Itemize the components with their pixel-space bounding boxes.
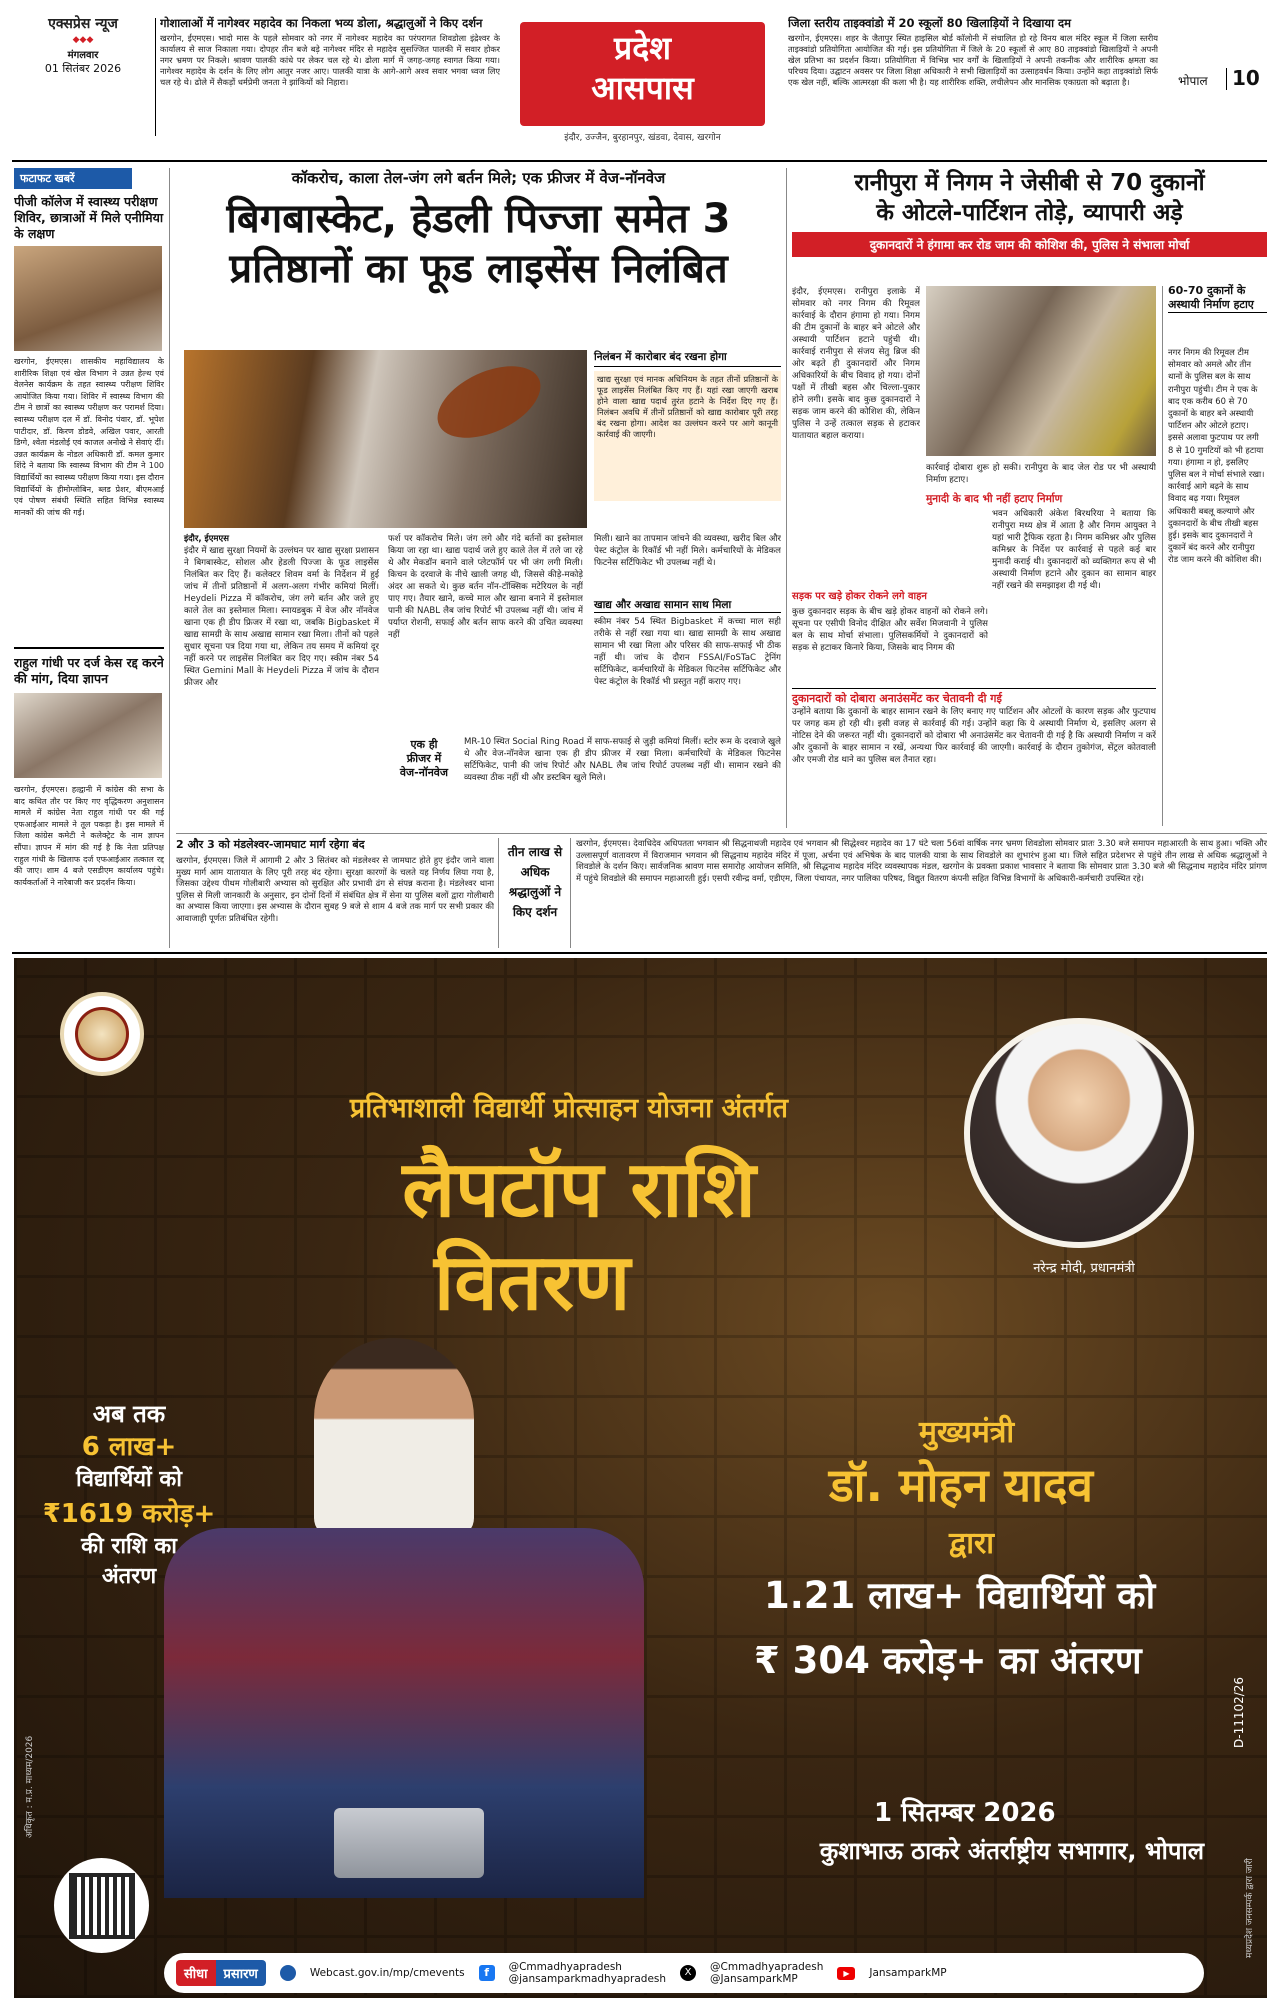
lead-sidebox-body: खाद्य सुरक्षा एवं मानक अधिनियम के तहत तीनों प्रतिष्ठानों के फूड लाइसेंस निलंबित किए गए हैं। यहां रखा जाएगी खराब होने वाला खाद्य पदार्थ तुरंत हटाने के निर्देश दिए गए हैं। निलंबन अवधि में तीनों प्रतिष्ठानों को खाद्य कारोबार पूरी तरह बंद रखना होगा। आदेश का उल्लंघन करने पर आगे कानूनी कार्रवाई की जाएगी। bbox=[594, 371, 781, 501]
lead-photo bbox=[184, 350, 587, 528]
fatafat-headline: पीजी कॉलेज में स्वास्थ्य परीक्षण शिविर, छात्राओं में मिले एनीमिया के लक्षण bbox=[14, 194, 164, 241]
x-handle-2[interactable]: @JansamparkMP bbox=[710, 1973, 798, 1985]
issue-date: 01 सितंबर 2026 bbox=[44, 62, 122, 75]
top-right-headline: जिला स्तरीय ताइक्वांडो में 20 स्कूलों 80 खिलाड़ियों ने दिखाया दम bbox=[788, 16, 1072, 30]
jcb-side-body: नगर निगम की रिमूवल टीम सोमवार को अमले और तीन थानों के पुलिस बल के साथ रानीपुरा पहुंची। टीम ने एक के बाद एक करीब 60 से 70 दुकानों के बाहर बने अस्थायी पार्टिशन और ओटले हटाए। इससे अलावा फुटपाथ पर लगी 8 से 10 गुमटियों को भी हटाया गया। हंगामा न हो, इसलिए पुलिस बल ने मोर्चा संभाले रखा। कार्रवाई आगे बढ़ने के साथ विवाद बढ़ गया। रिमूवल अधिकारी बबलू कल्याणे और दुकानदारों के बीच तीखी बहस हुई। इसके बाद दुकानदारों ने दुकानें बंद करने और रानीपुरा रोड जाम करने की कोशिश की। bbox=[1168, 347, 1265, 565]
laptop-icon bbox=[334, 1808, 484, 1878]
ad-left-line2: 6 लाख+ bbox=[81, 1432, 177, 1462]
lead-story bbox=[176, 168, 781, 828]
top-left-body: खरगोन, ईएमएस। भादो मास के पहले सोमवार को नगर में नागेश्वर महादेव का परंपरागत शिवडोला इंद्रेश्वर के कार्यालय से साज निकाला गया। दोपहर तीन बजे बड़े नागेश्वर मंदिर से महादेव सुसज्जित पालकी में सवार होकर नगर भ्रमण पर निकले। श्रावण पालकी कांधे पर लेकर चल रहे थे। ढोला मार्ग में जगह-जगह स्वागत किया गया। नागेश्वर महादेव के दर्शन के लिए लोग आतुर नजर आए। पालकी यात्रा के आगे-आगे अश्व सवार भगवा ध्वज लिए चल रहे थे। ढोले में सैकड़ों धर्मप्रेमी जनता ने झांकियों को निहारा। bbox=[160, 33, 500, 87]
top-right-body: खरगोन, ईएमएस। शहर के जैतापुर स्थित हाइसिल बोर्ड कॉलोनी में संचालित हो रहे विनय बाल मंदिर स्कूल में जिला स्तरीय ताइक्वांडो प्रतियोगिता आयोजित की गई। इस प्रतियोगिता में जिले के 20 स्कूलों से आए 80 ताइक्वांडो खिलाड़ियों ने अपनी खेल प्रतिभा का प्रदर्शन किया। प्रतियोगिता में विभिन्न भार वर्गों के खिलाड़ियों ने अपनी तकनीक और शारीरिक क्षमता का परिचय दिया। उद्घाटन अवसर पर जिला शिक्षा अधिकारी ने सभी खिलाड़ियों का उत्साहवर्धन किया। उन्होंने कहा ताइक्वांडो सिर्फ एक खेल नहीं, बल्कि आत्मरक्षा की कला भी है। यह शारीरिक शक्ति, लचीलेपन और मानसिक एकाग्रता को बढ़ाता है। bbox=[788, 33, 1158, 87]
jcb-subhead-c: दुकानदारों को दोबारा अनाउंसमेंट कर चेतावनी दी गई bbox=[792, 688, 1156, 706]
lead-side-label-2: फ्रीजर में bbox=[406, 752, 442, 765]
webcast-icon bbox=[280, 1965, 296, 1981]
jcb-body-col1: इंदौर, ईएमएस। रानीपुरा इलाके में सोमवार को नगर निगम की रिमूवल कार्रवाई के दौरान हंगामा हो गया। निगम की टीम दुकानों के बाहर बने ओटले और अस्थायी पार्टिशन हटाने पहुंची थी। कार्रवाई रानीपुरा से संजय सेतु ब्रिज की ओर बढ़ते ही दुकानदारों और निगम अधिकारियों के बीच विवाद हो गया। दोनों पक्षों में तीखी बहस और चिल्ला-पुकार होने लगी। इसके बाद कुछ दुकानदारों ने सड़क जाम करने की कोशिश की, लेकिन पुलिस ने उन्हें तत्काल सड़क से हटाकर यातायात बहाल कराया। bbox=[792, 287, 920, 441]
ad-left-line6: अंतरण bbox=[101, 1564, 157, 1589]
pm-caption: नरेन्द्र मोदी, प्रधानमंत्री bbox=[1033, 1261, 1135, 1276]
ad-scheme-title: प्रतिभाशाली विद्यार्थी प्रोत्साहन योजना अंतर्गत bbox=[349, 1093, 789, 1124]
jcb-story bbox=[792, 168, 1267, 828]
jcb-photo bbox=[926, 286, 1156, 456]
section-title-line1: प्रदेश bbox=[614, 29, 671, 67]
facebook-handle-2[interactable]: @jansamparkmadhyapradesh bbox=[508, 1973, 667, 1985]
top-left-story bbox=[160, 16, 500, 133]
lead-headline-1: बिगबास्केट, हेडली पिज्जा समेत 3 bbox=[226, 196, 731, 242]
cm-with-students-photo bbox=[164, 1338, 644, 1898]
jcb-headline-1: रानीपुरा में निगम ने जेसीबी से 70 दुकानों bbox=[854, 170, 1205, 196]
ad-event-venue: कुशाभाऊ ठाकरे अंतर्राष्ट्रीय सभागार, भोपाल bbox=[819, 1837, 1204, 1865]
lead-sidebox bbox=[594, 350, 781, 528]
ad-left-line5: की राशि का bbox=[81, 1534, 177, 1559]
jcb-body-col3: भवन अधिकारी अंकेश बिरथरिया ने बताया कि रानीपुरा मध्य क्षेत्र में आता है और निगम आयुक्त ने यहां भारी ट्रैफिक रहता है। निगम कमिश्नर और पुलिस कमिश्नर के निर्देश पर कार्रवाई से पहले कई बार मुनादी कराई थी। दुकानदारों को व्यक्तिगत रूप से भी अस्थायी निर्माण हटाने और दुकान का सामान बाहर नहीं रखने की समझाइश दी गई थी। bbox=[992, 509, 1156, 591]
top-right-story bbox=[788, 16, 1158, 133]
lead-kicker: कॉकरोच, काला तेल-जंग लगे बर्तन मिले; एक फ्रीजर में वेज-नॉनवेज bbox=[291, 169, 666, 187]
fatafat-body-2: खरगोन, ईएमएस। हल्द्वानी में कांग्रेस की सभा के बाद कथित तौर पर किए गए वृद्धिकरण अनुशासन मामले में कांग्रेस नेता राहुल गांधी पर की गई एफआईआर मामले ने तूल पकड़ा है। इस मामले में जिला कांग्रेस कमेटी ने कलेक्ट्रेट के नाम ज्ञापन सौंपा। ज्ञापन में मांग की गई है कि नेता प्रतिपक्ष राहुल गांधी के खिलाफ दर्ज एफआईआर तत्काल रद्द की जाए। शाम 4 बजे एसडीएम कार्यालय पहुंचे। कार्यकर्ताओं ने नारेबाजी कर प्रदर्शन किया। bbox=[14, 785, 164, 887]
lead-side-label bbox=[388, 738, 460, 780]
sidha-prasaran-badge bbox=[176, 1960, 266, 1986]
lead-body-col4: मिली। खाने का तापमान जांचने की व्यवस्था, खरीद बिल और पेस्ट कंट्रोल के रिकॉर्ड भी नहीं मिले। कर्मचारियों के मेडिकल फिटनेस सर्टिफिकेट भी उपलब्ध नहीं थे। bbox=[594, 534, 781, 568]
lead-dateline: इंदौर, ईएमएस bbox=[184, 534, 229, 544]
webcast-link[interactable]: Webcast.gov.in/mp/cmevents bbox=[309, 1967, 465, 1979]
ad-left-line4: ₹1619 करोड़+ bbox=[42, 1499, 216, 1529]
cockroach-icon bbox=[426, 352, 551, 453]
lead-sidebox-headline: निलंबन में कारोबार बंद रखना होगा bbox=[594, 350, 781, 367]
ad-title-line2: वितरण bbox=[434, 1238, 631, 1328]
page-city: भोपाल bbox=[1178, 74, 1208, 88]
facebook-icon: f bbox=[479, 1965, 495, 1981]
ad-sidebar-left: अधिकृत : म.प्र. माध्यम/2026 bbox=[25, 1735, 35, 1838]
jcb-headline-2: के ओटले-पार्टिशन तोड़े, व्यापारी अड़े bbox=[876, 200, 1183, 226]
top-left-headline: गोशालाओं में नागेश्वर महादेव का निकला भव्य डोला, श्रद्धालुओं ने किए दर्शन bbox=[160, 16, 483, 30]
youtube-icon: ▶ bbox=[837, 1967, 855, 1980]
jcb-subhead-a: सड़क पर खड़े होकर रोकने लगे वाहन bbox=[792, 591, 927, 602]
x-handle-1[interactable]: @Cmmadhyapradesh bbox=[710, 1961, 824, 1973]
ad-footer-bar bbox=[164, 1953, 1204, 1993]
ad-event-date: 1 सितम्बर 2026 bbox=[874, 1798, 1056, 1828]
lead-side-label-1: एक ही bbox=[410, 738, 438, 751]
section-cities: इंदौर, उज्जैन, बुरहानपुर, खंडवा, देवास, खरगोन bbox=[564, 133, 721, 143]
jcb-side-title: 60-70 दुकानों के अस्थायी निर्माण हटाए bbox=[1168, 284, 1267, 313]
jcb-body-col4: कुछ दुकानदार सड़क के बीच खड़े होकर वाहनों को रोकने लगे। सूचना पर एसीपी विनोद दीक्षित और सर्वेश मिजवानी ने पुलिस बल के साथ मोर्चा संभाला। पुलिसकर्मियों ने दुकानदारों को सड़क से हटाकर किनारे किया, जिसके बाद निगम की bbox=[792, 607, 988, 653]
lead-headline-2: प्रतिष्ठानों का फूड लाइसेंस निलंबित bbox=[229, 246, 728, 292]
fatafat-headline-2: राहुल गांधी पर दर्ज केस रद्द करने की मांग, दिया ज्ञापन bbox=[14, 655, 164, 686]
section-title-box bbox=[520, 22, 765, 126]
pm-portrait bbox=[964, 1018, 1194, 1248]
ad-left-line3: विद्यार्थियों को bbox=[76, 1467, 182, 1492]
lead-subhead-2: खाद्य और अखाद्य सामान साथ मिला bbox=[594, 598, 781, 613]
ad-stat-1: 1.21 लाख+ विद्यार्थियों को bbox=[764, 1574, 1156, 1617]
cm-portrait bbox=[314, 1338, 474, 1538]
ad-title-line1: लैपटॉप राशि bbox=[402, 1145, 756, 1235]
lead-body-col5: स्कीम नंबर 54 स्थित Bigbasket में कच्चा माल सही तरीके से नहीं रखा गया था। खाद्य सामग्री के साथ अखाद्य सामान भी रखा मिला और परिसर की साफ-सफाई भी ठीक नहीं थी। जांच के दौरान FSSAI/FoSTaC ट्रेनिंग सर्टिफिकेट, कर्मचारियों के मेडिकल फिटनेस सर्टिफिकेट और पेस्ट कंट्रोल के रिकॉर्ड भी प्रस्तुत नहीं कराए गए। bbox=[594, 617, 781, 687]
lead-body-col3: MR-10 स्थित Social Ring Road में साफ-सफाई से जुड़ी कमियां मिलीं। स्टोर रूम के दरवाजे खुले थे और वेज-नॉनवेज खाना एक ही डीप फ्रीजर में रखा मिला। कर्मचारियों के मेडिकल फिटनेस सर्टिफिकेट, पानी की जांच रिपोर्ट और NABL लैब जांच रिपोर्ट उपलब्ध नहीं थी। सामान रखने की व्यवस्था ठीक नहीं थी और डस्टबिन खुले मिले। bbox=[464, 737, 781, 783]
ad-sidebar-right: मध्यप्रदेश जनसम्पर्क द्वारा जारी bbox=[1245, 1858, 1255, 1958]
prasaran-label: प्रसारण bbox=[216, 1960, 266, 1986]
mandleshwar-story bbox=[176, 838, 494, 948]
lead-body-col1: इंदौर में खाद्य सुरक्षा नियमों के उल्लंघन पर खाद्य सुरक्षा प्रशासन ने बिगबास्केट, सोशल और हेडली पिज्जा के फूड लाइसेंस निलंबित कर दिए हैं। कलेक्टर शिवम वर्मा के निर्देशन में हुई जांच में तीनों प्रतिष्ठानों में अलग-अलग गंभीर कमियां मिलीं। Heydeli Pizza में कॉकरोच, जंग लगे बर्तन और जले हुए काले तेल का इस्तेमाल मिला। स्नायडबुक में वेज और नॉनवेज खाना एक ही डीप फ्रिजर में रखा था, जबकि Bigbasket में खाद्य सामग्री के साथ अखाद्य सामान रखा मिला। तीनों को पहले सुधार सूचना पत्र दिया गया था, लेकिन तय समय में कमियां दूर नहीं करने पर लाइसेंस निलंबित कर दिए गए। स्कीम नंबर 54 स्थित Gemini Mall के Heydeli Pizza में जांच के दौरान फ्रीजर और bbox=[184, 546, 379, 688]
fatafat-label: फटाफट खबरें bbox=[14, 168, 132, 189]
ad-by: द्वारा bbox=[949, 1526, 995, 1561]
ad-cm-label: मुख्यमंत्री bbox=[919, 1415, 1015, 1450]
mandleshwar-headline: 2 और 3 को मंडलेश्वर-जामघाट मार्ग रहेगा बंद bbox=[176, 838, 365, 851]
sidha-label: सीधा bbox=[176, 1960, 216, 1986]
section-title-line2: आसपास bbox=[591, 69, 694, 107]
government-advertisement bbox=[14, 958, 1267, 1998]
ad-code: D-11102/26 bbox=[1232, 1676, 1246, 1748]
shravan-body: खरगोन, ईएमएस। देवाधिदेव अधिपतता भगवान श्री सिद्धनाथजी महादेव एवं भगवान श्री सिद्धेश्वर महादेव का 17 घंटे चला 56वां वार्षिक नगर भ्रमण शिवडोला सोमवार प्रातः 3.30 बजे समापन महाआरती के साथ हुआ। भक्ति और उल्लासपूर्ण वातावरण में विराजमान भगवान श्री सिद्धनाथ महादेव मंदिर में पूजा, अर्चना एवं अभिषेक के बाद पालकी यात्रा के साथ शिवडोले का शुभारंभ हुआ था। जिले सहित प्रदेशभर से पहुंचे तीन लाख से अधिक श्रद्धालुओं ने शिवडोले के दर्शन किए। सार्वजनिक श्रावण मास समारोह आयोजन समिति, श्री सिद्धनाथ महादेव मंदिर व्यवस्थापक मंडल, खरगोन के प्रवक्ता प्रकाश भावसार ने बताया कि सोमवार प्रातः 3.30 बजे श्री सिद्धनाथ महादेव मंदिर प्रांगण में पहुंचे शिवडोले की समापन महाआरती हुई। एसपी रवीन्द्र वर्मा, एडीएम, जिला पंचायत, नगर पालिका परिषद, विद्युत वितरण कंपनी सहित विभिन्न विभागों के अधिकारी-कर्मचारी उपस्थित रहे। bbox=[576, 838, 1267, 883]
ad-left-line1: अब तक bbox=[92, 1400, 166, 1428]
issue-day: मंगलवार bbox=[67, 50, 99, 61]
jcb-body-col2: कार्रवाई दोबारा शुरू हो सकी। रानीपुरा के बाद जेल रोड पर भी अस्थायी निर्माण हटाए। bbox=[926, 463, 1156, 485]
brand-diamond-icon: ◆◆◆ bbox=[72, 35, 94, 45]
masthead bbox=[0, 0, 1279, 160]
qr-code bbox=[54, 1858, 149, 1953]
lead-body-col2: फर्श पर कॉकरोच मिले। जंग लगे और गंदे बर्तनों का इस्तेमाल किया जा रहा था। खाद्य पदार्थ जले हुए काले तेल में तले जा रहे थे और मेकडॉन बनाने वाले प्लेटफॉर्म पर भी जंग लगी मिली। किचन के दरवाजे के नीचे खाली जगह थी, जिससे कीड़े-मकोड़े अंदर आ सकते थे। कुछ बर्तन नॉन-टॉक्सिक मटेरियल के नहीं पाए गए। तैयार खाने, कच्चे माल और खाना बनाने में इस्तेमाल पानी की NABL लैब जांच रिपोर्ट भी उपलब्ध नहीं थी। जांच में पर्याप्त रोशनी, सफाई और बर्तन साफ करने की उचित व्यवस्था नहीं bbox=[388, 534, 583, 640]
shravan-label: तीन लाख से अधिक श्रद्धालुओं ने किए दर्शन bbox=[507, 845, 563, 919]
brand-name: एक्सप्रेस न्यूज bbox=[48, 16, 118, 32]
fatafat-photo-2 bbox=[14, 693, 162, 778]
youtube-handle[interactable]: JansamparkMP bbox=[869, 1967, 947, 1979]
x-icon: X bbox=[680, 1965, 696, 1981]
ad-cm-name: डॉ. मोहन यादव bbox=[829, 1458, 1094, 1512]
fatafat-column bbox=[14, 168, 164, 948]
lead-side-label-3: वेज-नॉनवेज bbox=[399, 766, 449, 779]
fatafat-body: खरगोन, ईएमएस। शासकीय महाविद्यालय के शारीरिक शिक्षा एवं खेल विभाग ने उन्नत हेल्थ एवं वेलनेस कार्यक्रम के तहत स्वास्थ्य परीक्षण शिविर आयोजित किया गया। शिविर में स्वास्थ्य विभाग की टीम ने छात्रों का स्वास्थ्य परीक्षण कर परामर्श दिया। स्वास्थ्य परीक्षण दल में डॉ. विनोद पंवार, डॉ. भूपेश पाटीदार, डॉ. किरण डोडवे, अखिल पवार, आरती डिग्गे, श्वेता मंडलोई एवं काजल अनोखे ने सेवाएं दीं। उन्नत कार्यक्रम के नोडल अधिकारी डॉ. कमल कुमार शिंदे ने बताया कि स्वास्थ्य विभाग की टीम ने 100 विद्यार्थियों का स्वास्थ्य परीक्षण किया गया। इस दौरान विद्यार्थियों के हीमोग्लोबिन, ब्लड प्रेशर, बीएमआई एवं पोषण संबंधी स्थिति सहित विभिन्न स्वास्थ्य मानकों की जांच की गई। bbox=[14, 357, 164, 517]
mp-government-seal bbox=[60, 992, 144, 1076]
jcb-deck: दुकानदारों ने हंगामा कर रोड जाम की कोशिश की, पुलिस ने संभाला मोर्चा bbox=[792, 232, 1267, 257]
facebook-handle-1[interactable]: @Cmmadhyapradesh bbox=[508, 1961, 622, 1973]
jcb-subhead-b: मुनादी के बाद भी नहीं हटाए निर्माण bbox=[926, 493, 1063, 505]
page-number: 10 bbox=[1232, 66, 1260, 90]
mandleshwar-body: खरगोन, ईएमएस। जिले में आगामी 2 और 3 सितंबर को मंडलेश्वर से जामघाट होते हुए इंदौर जाने वाला मुख्य मार्ग आम यातायात के लिए पूरी तरह बंद रहेगा। सुरक्षा कारणों के चलते यह निर्णय लिया गया है, जिसका उद्देश्य पीथम गोलीबारी अभ्यास को सुरक्षित और प्रभावी ढंग से संपन्न कराना है। मंडलेश्वर थाना पुलिस से मिली जानकारी के अनुसार, इन दोनों दिनों में संबंधित क्षेत्र में सेना या पुलिस बलों द्वारा गोलीबारी का अभ्यास किया जाएगा। इस अभ्यास के दौरान सुबह 9 बजे से शाम 4 बजे तक मार्ग पर सभी प्रकार की आवाजाही पूर्णतः प्रतिबंधित रहेगी। bbox=[176, 855, 494, 923]
jcb-body-col5: उन्होंने बताया कि दुकानों के बाहर सामान रखने के लिए बनाए गए पार्टिशन और ओटलों के कारण सड़क और फुटपाथ पर जगह कम हो रही थी। इसी वजह से कार्रवाई की गई। उन्होंने कहा कि ये अस्थायी निर्माण थे, इसलिए अलग से नोटिस देने की जरूरत नहीं थी। दुकानदारों को दोबारा भी अनाउंसमेंट कर चेतावनी दी गई है कि अस्थायी निर्माण न करें और दुकानों के बाहर सामान न रखें, अन्यथा फिर कार्रवाई की जाएगी। कार्रवाई के दौरान तुकोगंज, सेंट्रल कोतवाली और एमजी रोड थाने का पुलिस बल तैनात रहा। bbox=[792, 707, 1156, 765]
fatafat-photo bbox=[14, 246, 162, 351]
ad-stat-2: ₹ 304 करोड़+ का अंतरण bbox=[754, 1639, 1142, 1682]
